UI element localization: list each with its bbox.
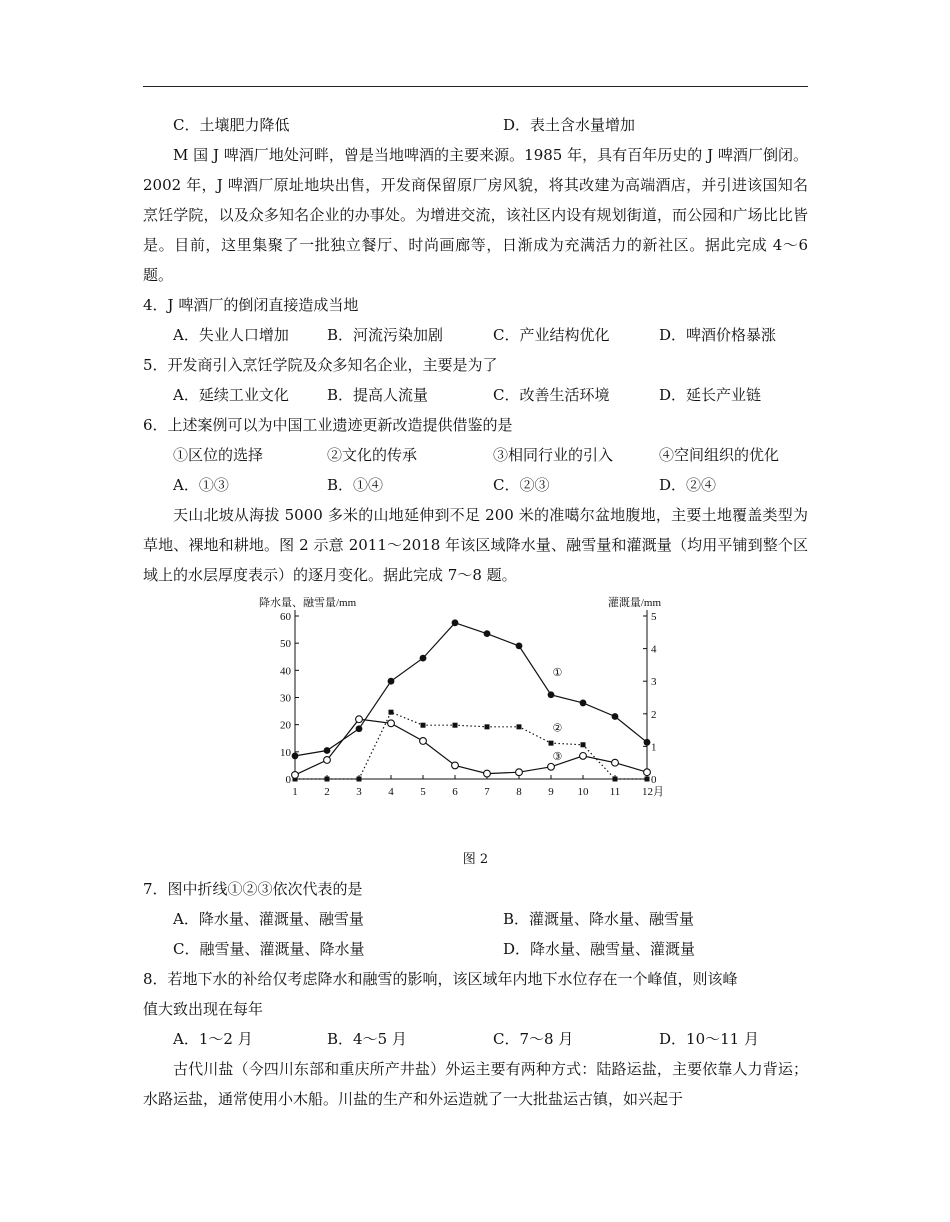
left-y-tick-label: 10 <box>280 746 291 759</box>
right-y-tick-label: 5 <box>651 611 657 623</box>
left-y-axis-title: 降水量、融雪量/mm <box>259 597 357 609</box>
q7-stem: 7．图中折线①②③依次代表的是 <box>143 880 363 898</box>
left-y-tick-label: 40 <box>280 665 291 678</box>
series-1-point <box>388 678 395 685</box>
series-3-label: ③ <box>552 750 563 763</box>
series-1-point <box>612 713 619 720</box>
right-y-tick-label: 2 <box>651 708 657 721</box>
series-3-line <box>295 719 647 775</box>
series-3-point <box>388 720 395 727</box>
q5-options-row <box>143 380 808 410</box>
series-2-point <box>613 777 618 782</box>
series-3-point <box>356 716 363 723</box>
x-tick-label: 3 <box>356 786 362 798</box>
series-1-point <box>292 753 299 760</box>
x-tick-label: 11 <box>609 786 621 798</box>
x-tick-label: 12月 <box>642 786 664 798</box>
x-tick-label: 4 <box>388 786 394 798</box>
series-2-point <box>453 723 458 728</box>
passage-tianshan: 天山北坡从海拔 5000 多米的山地延伸到不足 200 米的准噶尔盆地腹地，主要土地覆盖类型为草地、裸地和耕地。图 2 示意 2011～2018 年该区域降水量、融雪量和灌溉量（均用平铺到整个区域上的水层厚度表示）的逐月变化。据此完成 7～8 题。 <box>143 506 808 584</box>
series-3-point <box>484 770 491 777</box>
q7-options-row-2 <box>143 934 808 964</box>
series-1-label: ① <box>552 666 563 679</box>
q4-option-b: B．河流污染加剧 <box>327 326 444 344</box>
q8-option-b: B．4～5 月 <box>327 1030 407 1048</box>
series-3-point <box>292 772 299 779</box>
q6-statement-2: ②文化的传承 <box>327 446 418 464</box>
series-1-point <box>644 739 651 746</box>
series-1-point <box>452 619 459 626</box>
series-1-point <box>356 725 363 732</box>
exam-page <box>143 110 808 1114</box>
q6-statements-row <box>143 440 808 470</box>
right-y-tick-label: 0 <box>651 774 657 786</box>
series-2-point <box>517 724 522 729</box>
left-y-tick-label: 20 <box>280 719 291 732</box>
series-3-point <box>580 753 587 760</box>
q8-option-a: A．1～2 月 <box>173 1030 253 1048</box>
right-y-axis-title: 灌溉量/mm <box>607 597 661 609</box>
q7-options-row-1 <box>143 904 808 934</box>
series-2-point <box>549 741 554 746</box>
q7-option-b: B．灌溉量、降水量、融雪量 <box>503 910 695 928</box>
series-1-point <box>548 691 555 698</box>
q6-stem: 6．上述案例可以为中国工业遗迹更新改造提供借鉴的是 <box>143 416 513 434</box>
x-tick-label: 7 <box>484 786 490 798</box>
q6-options-row <box>143 470 808 500</box>
series-3-point <box>516 769 523 776</box>
q4-options-row <box>143 320 808 350</box>
series-3-point <box>420 738 427 745</box>
x-tick-label: 1 <box>292 786 298 798</box>
q6-statement-4: ④空间组织的优化 <box>659 446 780 464</box>
q3-options-row <box>143 110 808 140</box>
x-tick-label: 5 <box>420 786 426 798</box>
q5-option-a: A．延续工业文化 <box>173 386 289 404</box>
figure-caption: 图 2 <box>462 852 489 867</box>
q7-option-c: C．融雪量、灌溉量、降水量 <box>173 940 365 958</box>
series-2-point <box>357 777 362 782</box>
passage-brewery: M 国 J 啤酒厂地处河畔，曾是当地啤酒的主要来源。1985 年，具有百年历史的 J 啤酒厂倒闭。2002 年，J 啤酒厂原址地块出售，开发商保留原厂房风貌，将其改建为高端酒店，并引进该国知名烹饪学院，以及众多知名企业的办事处。为增进交流，该社区内设有规划街道，而公园和广场比比皆是。目前，这里集聚了一批独立餐厅、时尚画廊等，日渐成为充满活力的新社区。据此完成 4～6 题。 <box>143 146 808 284</box>
water-chart <box>245 590 705 846</box>
series-2-point <box>485 724 490 729</box>
header-rule <box>143 86 808 87</box>
series-1-point <box>484 630 491 637</box>
q8-option-c: C．7～8 月 <box>493 1030 574 1048</box>
q5-option-d: D．延长产业链 <box>659 386 762 404</box>
x-tick-label: 8 <box>516 786 522 798</box>
series-1-point <box>420 655 427 662</box>
q7-option-a: A．降水量、灌溉量、融雪量 <box>173 910 364 928</box>
left-y-tick-label: 0 <box>285 774 291 786</box>
x-tick-label: 10 <box>577 786 589 798</box>
q6-option-d: D．②④ <box>659 476 717 494</box>
series-3-point <box>324 757 331 764</box>
figure-2 <box>143 590 808 846</box>
right-y-tick-label: 3 <box>651 676 657 689</box>
q4-stem: 4．J 啤酒厂的倒闭直接造成当地 <box>143 296 359 314</box>
series-2-point <box>325 777 330 782</box>
q6-statement-1: ①区位的选择 <box>173 446 264 464</box>
q5-option-b: B．提高人流量 <box>327 386 429 404</box>
left-y-tick-label: 30 <box>280 692 291 705</box>
series-2-point <box>421 723 426 728</box>
series-2-point <box>581 742 586 747</box>
series-1-point <box>580 700 587 707</box>
q6-option-b: B．①④ <box>327 476 384 494</box>
q5-option-c: C．改善生活环境 <box>493 386 610 404</box>
series-3-point <box>612 759 619 766</box>
series-1-point <box>324 747 331 754</box>
q3-option-c: C．土壤肥力降低 <box>173 116 290 134</box>
q8-stem-line-2: 值大致出现在每年 <box>143 1000 264 1018</box>
series-1-point <box>516 642 523 649</box>
series-1-line <box>295 623 647 756</box>
series-3-point <box>644 769 651 776</box>
passage-sichuan-salt: 古代川盐（今四川东部和重庆所产井盐）外运主要有两种方式：陆路运盐，主要依靠人力背运；水路运盐，通常使用小木船。川盐的生产和外运造就了一大批盐运古镇，如兴起于 <box>143 1060 808 1108</box>
q3-option-d: D．表土含水量增加 <box>503 116 636 134</box>
series-3-point <box>548 763 555 770</box>
x-tick-label: 9 <box>548 786 554 798</box>
q6-option-a: A．①③ <box>173 476 229 494</box>
q4-option-c: C．产业结构优化 <box>493 326 610 344</box>
series-2-label: ② <box>552 722 563 735</box>
right-y-tick-label: 1 <box>651 741 657 754</box>
q6-statement-3: ③相同行业的引入 <box>493 446 614 464</box>
left-y-tick-label: 60 <box>280 611 291 623</box>
left-y-tick-label: 50 <box>280 638 291 651</box>
q8-stem-line-1: 8．若地下水的补给仅考虑降水和融雪的影响，该区域年内地下水位存在一个峰值，则该峰 <box>143 970 738 988</box>
x-tick-label: 6 <box>452 786 458 798</box>
right-y-tick-label: 4 <box>651 643 657 656</box>
series-3-point <box>452 762 459 769</box>
q8-option-d: D．10～11 月 <box>659 1030 759 1048</box>
q6-option-c: C．②③ <box>493 476 550 494</box>
q8-options-row <box>143 1024 808 1054</box>
series-2-point <box>389 710 394 715</box>
q4-option-a: A．失业人口增加 <box>173 326 289 344</box>
q4-option-d: D．啤酒价格暴涨 <box>659 326 777 344</box>
series-2-point <box>645 777 650 782</box>
x-tick-label: 2 <box>324 786 330 798</box>
q5-stem: 5．开发商引入烹饪学院及众多知名企业，主要是为了 <box>143 356 498 374</box>
q7-option-d: D．降水量、融雪量、灌溉量 <box>503 940 696 958</box>
